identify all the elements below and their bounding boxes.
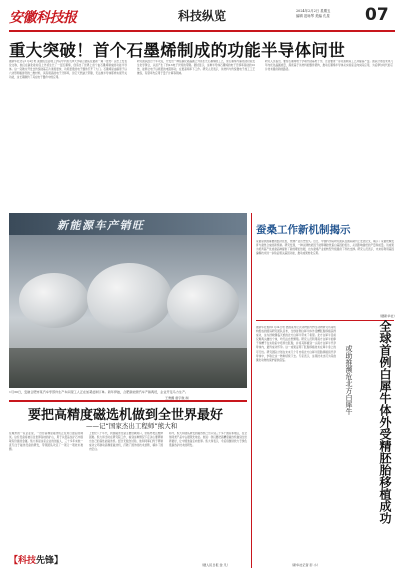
article4-body: 据新华社柏林1月24日电 德国莱布尼茨动物园与野生动物研究所等机构组成的国际研究团队宣布，全球首例白犀牛体外受精胚胎移植获得成功，这为拯救濒临灭绝的北方白犀牛带来了希望。北方白犀牛目前仅剩两头雌性个体，均无法自然繁殖。研究人员利用南方白犀牛的卵子和精子在实验室中培育出胚胎，并将其移植到一头南方白犀牛代孕母体内，最终成功怀孕。这一成果证明了胚胎移植技术在犀牛身上的可行性。研究团队计划在未来几个月内将北方白犀牛胚胎移植到代孕母体中，争取让这一物种延续下去。专家表示，这项技术也可为其他濒危动物的保护提供借鉴。 [256,326,336,362]
article3-source: （据新华社） [378,314,397,318]
photo-credit: 王勇摄 唐宇航 制 [165,396,189,400]
editor-credit: 编辑 范咏琴 美编 孔星 [296,14,330,18]
photo-banner-text: 新能源车产销旺 [57,219,145,232]
article2-author: （据人民日报 金 凡） [200,563,230,567]
article3-headline: 蚕桑工作新机制揭示 [256,224,351,236]
tank-shape [19,273,89,328]
newspaper-logo: 安徽科技报 [9,10,77,26]
article1-column-2: 研究团队经过十年攻关，开发出一种在碳化硅晶圆上外延生长石墨烯的工艺，使石墨烯与碳化硅衬底发生化学键合，从而产生了约0.6电子伏特的带隙。测试显示，这种半导体石墨烯的电子迁移率是硅的10倍，能够让电子以极低的电阻移动，在更高频率下工作。研究人员表示，该材料与传统微电子加工工艺兼容，有望率先应用于量子计算等领域。 [137,60,255,76]
tank-shape [87,263,172,333]
article4-author: （新华社记者 彭 小） [290,563,320,567]
page-number: 07 [365,5,389,25]
article1-column-3: 研究人员指出，要使石墨烯电子学取代硅基电子学，还需要进一步完善制造工艺并提高产量。团队计划在未来几年内优化晶圆质量，探索基于该材料的器件架构，推动石墨烯半导体从实验室走向实际应用，为后摩尔时代的芯片技术提供新的路径。 [265,60,393,72]
footer-tag-suffix: 先锋】 [36,556,64,566]
article3-body: 家蚕是我国重要的经济昆虫，丝绸产业历史悠久。近日，中国科学院研究团队在国际期刊上发表论文，揭示了家蚕丝腺发育与蚕丝合成的新机制。研究发现，一种关键转录因子能够调控丝蛋白基因的表达，从而影响蚕丝的产量和质量。该成果为培育高产优质蚕品种提供了新的理论依据，也为蚕桑产业的转型升级提供了科技支撑。研究人员表示，未来将利用基因编辑技术进一步验证相关基因功能，推动成果转化应用。 [256,240,394,256]
article4-headline: 全球首例白犀牛体外受精胚胎移植成功 [378,320,392,524]
footer-tag [9,553,63,566]
column-divider [251,213,252,568]
article2-column-2: 上世纪八十年代，我国磁选设备主要依赖进口，价格昂贵且维修困难。熊大和当时在研究院工作，看到这种情况下定决心要研制出自己的高性能磁选机。经过无数次试验，他和同事们终于研制成功立环脉动高梯度磁选机，打破了国外的技术垄断，填补了国内空白。 [89,432,163,452]
article2-column-3: 如今，熊大和团队研发的磁选机已出口到三十多个国家和地区，在全球同类产品中占据领先地位。他说：我们要把高精度磁选机做到全世界最好，让中国装备走向世界。熊大和表示，今后将继续致力于绿色低碳选矿技术的研发。 [169,432,247,448]
page-header [0,0,402,30]
issue-meta [296,9,356,19]
section-rule [9,400,247,402]
header-rule [9,30,395,32]
tank-shape [167,275,239,333]
workshop-floor [9,348,247,388]
article2-headline: 要把高精度磁选机做到全世界最好 [28,408,224,423]
article2-column-1: 在赣州的一家企业里，一台台高梯度磁选机正在进行最后的调试。这些设备将被运往世界各地的矿山，用于从低品位矿石中提取有价值的金属。熊大和是这家企业的创始人，三十多年来他一直专注于磁选设备的研发，带领团队攻克了一项又一项技术难题。 [9,432,83,452]
article1-headline: 重大突破！首个石墨烯制成的功能半导体问世 [9,41,345,60]
article4-subhead: 或助推濒危北方白犀牛 [345,345,353,415]
photo-banner [9,213,247,235]
article1-column-1: 据新华社北京1月4日电 美国佐治亚理工学院与中国天津大学联合团队在最新一期《自然》杂志上发表论文称，他们在碳化硅衬底上外延生长了一层石墨烯，创造出了世界上首个由石墨烯制成的功能半导体。这一突破为开发比传统硅基芯片速度更快、功耗更低的电子器件打开了大门。石墨烯是由碳原子以六边形网格排列的二维材料，具有极高的电子迁移率，但它天然缺乏带隙，无法像半导体那样实现开关功能，这长期制约了其在电子器件中的应用。 [9,60,127,80]
issue-date: 2024年2月2日 星期五 [296,9,331,13]
article2-subhead: ——记“国家杰出工程师”熊大和 [86,422,178,430]
section-title: 科技纵览 [178,9,227,23]
photo-caption: 1月30日，安徽合肥市某汽车零部件生产车间里工人正在加紧赶制订单。新年伊始，合肥新能源汽车产销两旺，企业开足马力生产。 [9,390,189,394]
factory-photo [9,213,247,388]
footer-tag-prefix: 【科技 [9,556,37,566]
